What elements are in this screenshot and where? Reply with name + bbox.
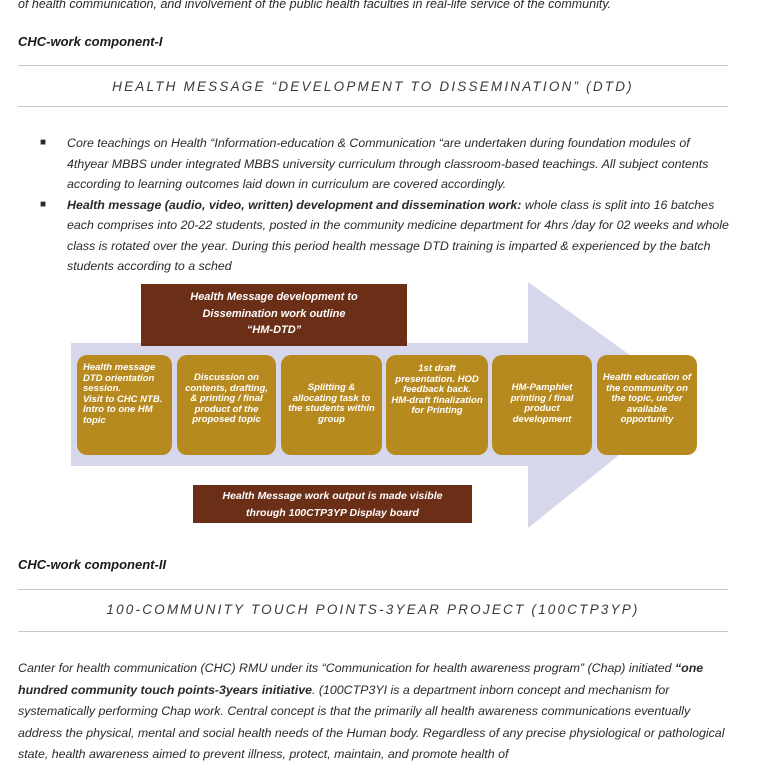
bullet-item [40, 195, 730, 277]
paragraph-text: Canter for health communication (CHC) RMU under its “Communication for health awareness program” (Chap) initiated [18, 661, 675, 675]
step-text: Health education of the community on the topic, under available opportunity [602, 372, 692, 425]
step-box-2 [177, 355, 276, 455]
bullet-item [40, 133, 730, 195]
divider [18, 589, 728, 590]
header-line: Dissemination work outline [202, 307, 346, 320]
paragraph-text: . (100CTP3YI is a department inborn concept and mechanism for systematically performing Chap work. Central concept is that the primarily all health awareness communications eventually address the physical, mental and social health needs of the Human body. Regardless of any precise physiological or pathological state, health awareness aimed to prevent illness, protect, maintain, and promote health of [18, 682, 725, 761]
section-title-100ctp3yp: 100-COMMUNITY TOUCH POINTS-3YEAR PROJECT (100CTP3YP) [106, 602, 640, 617]
bullet-text: whole class is split into 16 batches each comprises into 20-22 students, posted in the community medicine department for 4hrs /day for 02 weeks and whole class is rotated over the year. During this period health message DTD training is imparted & experienced by the batch students according to a sched [67, 197, 729, 273]
hm-dtd-diagram [0, 280, 768, 530]
bullet-list [40, 133, 730, 277]
bullet-text: Core teachings on Health “Information-education & Communication “are undertaken during foundation modules of 4thyear MBBS under integrated MBBS university curriculum through classroom-based teachings. All subject contents according to learning outcomes laid down in curriculum are covered accordingly. [67, 136, 709, 191]
step-box-4 [386, 355, 488, 455]
footer-line: through 100CTP3YP Display board [246, 506, 419, 519]
bullet-marker: ■ [40, 137, 47, 148]
header-line: Health Message development to [190, 291, 358, 303]
step-box-5 [492, 355, 592, 455]
step-text: 1st draft presentation. HOD feedback back. HM-draft finalization for Printing [391, 363, 483, 416]
bullet-marker: ■ [40, 198, 47, 210]
step-text: Discussion on contents, drafting, & printing / final product of the proposed topic [185, 372, 268, 425]
component-1-label: CHC-work component-I [18, 34, 163, 49]
step-text: Health message DTD orientation session. Visit to CHC NTB. Intro to one HM topic [83, 362, 163, 426]
divider [18, 631, 728, 632]
body-paragraph [18, 658, 730, 766]
diagram-footer-banner [193, 485, 472, 523]
step-text: Splitting & allocating task to the students within group [288, 382, 375, 425]
intro-line: of health communication, and involvement of the public health faculties in real-life service of the community. [18, 0, 612, 11]
component-2-label: CHC-work component-II [18, 557, 167, 572]
diagram-header-banner [141, 284, 407, 346]
paragraph-bold: “one hundred community touch points-3years initiative [18, 661, 704, 697]
divider [18, 65, 728, 66]
section-title-dtd: HEALTH MESSAGE “DEVELOPMENT TO DISSEMINATION” (DTD) [112, 79, 634, 94]
step-box-3 [281, 355, 382, 455]
bullet-bold-lead: Health message (audio, video, written) development and dissemination work: [67, 197, 522, 212]
header-line: “HM-DTD” [246, 324, 302, 336]
footer-line: Health Message work output is made visible [222, 490, 443, 502]
divider [18, 106, 728, 107]
step-text: HM-Pamphlet printing / final product development [510, 382, 574, 425]
step-box-1 [77, 355, 172, 455]
step-box-6 [597, 355, 697, 455]
